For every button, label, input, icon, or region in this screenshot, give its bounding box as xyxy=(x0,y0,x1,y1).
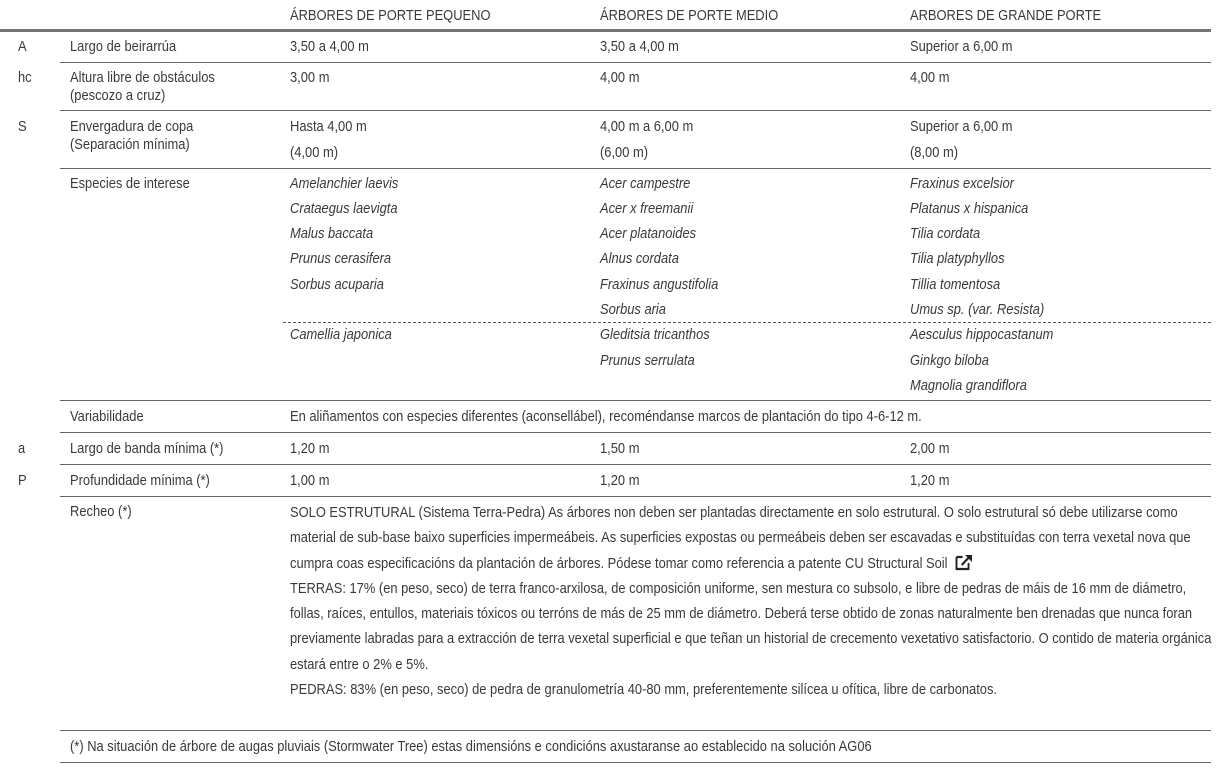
code-P: P xyxy=(18,472,27,489)
recheo-solo: SOLO ESTRUTURAL (Sistema Terra-Pedra) As árbores non deben ser plantadas directamente en solo estrutural. O solo estrutural só debe utilizarse como material de sub-base baixo superficies impermeábeis. As superficies expostas ou permeábeis deben ser escavadas e substituídas con terra vexetal nova que cumpra coas especificacións da plantación de árbores. Pódese tomar como referencia a patente CU Structural Soil xyxy=(290,504,1191,572)
label-envergadura-1: Envergadura de copa xyxy=(70,118,194,135)
row-divider xyxy=(60,432,1211,433)
species-item: Ginkgo biloba xyxy=(910,352,989,369)
header-rule xyxy=(0,29,1211,32)
banda-large: 2,00 m xyxy=(910,440,950,457)
envergadura-large-1: Superior a 6,00 m xyxy=(910,118,1013,135)
row-divider xyxy=(60,496,1211,497)
recheo-terras: TERRAS: 17% (en peso, seco) de terra franco-arxilosa, de composición uniforme, sen mestura co subsolo, e libre de pedras de máis de 16 mm de diámetro, follas, raíces, entullos, materiais tóxicos ou terróns de más de 25 mm de diámetro. Deberá terse obtido de zonas naturalmente ben drenadas que nunca foran previamente labradas para a extracción de terra vexetal superficial e que teñan un historial de crecemento vexetativo satisfactorio. O contido de materia orgánica estará entre o 2% e 5%. xyxy=(290,579,1212,673)
label-altura-1: Altura libre de obstáculos xyxy=(70,69,215,86)
species-item: Aesculus hippocastanum xyxy=(910,326,1054,343)
species-item: Prunus cerasifera xyxy=(290,250,392,267)
code-S: S xyxy=(18,118,27,135)
species-item: Sorbus acuparia xyxy=(290,276,384,293)
species-item: Tillia tomentosa xyxy=(910,276,1001,293)
label-especies: Especies de interese xyxy=(70,175,190,192)
label-recheo: Recheo (*) xyxy=(70,503,132,520)
largo-large: Superior a 6,00 m xyxy=(910,38,1013,55)
altura-medium: 4,00 m xyxy=(600,69,640,86)
species-item: Sorbus aria xyxy=(600,301,666,318)
profundidade-medium: 1,20 m xyxy=(600,472,640,489)
external-link-icon[interactable] xyxy=(954,553,973,571)
banda-small: 1,20 m xyxy=(290,440,330,457)
code-A: A xyxy=(18,38,27,55)
profundidade-large: 1,20 m xyxy=(910,472,950,489)
species-item: Umus sp. (var. Resista) xyxy=(910,301,1045,318)
code-a: a xyxy=(18,440,26,457)
altura-large: 4,00 m xyxy=(910,69,950,86)
profundidade-small: 1,00 m xyxy=(290,472,330,489)
species-item: Platanus x hispanica xyxy=(910,200,1029,217)
largo-small: 3,50 a 4,00 m xyxy=(290,38,369,55)
variabilidade-text: En aliñamentos con especies diferentes (aconsellábel), recoméndanse marcos de plantación do tipo 4-6-12 m. xyxy=(290,408,922,425)
largo-medium: 3,50 a 4,00 m xyxy=(600,38,679,55)
envergadura-small-2: (4,00 m) xyxy=(290,144,339,161)
row-divider xyxy=(60,730,1211,731)
species-item: Acer campestre xyxy=(600,175,691,192)
species-item: Acer x freemanii xyxy=(600,200,694,217)
header-large: ARBORES DE GRANDE PORTE xyxy=(910,7,1102,24)
species-item: Amelanchier laevis xyxy=(290,175,399,192)
species-item: Tilia cordata xyxy=(910,225,981,242)
species-separator xyxy=(283,322,1211,323)
species-item: Fraxinus angustifolia xyxy=(600,276,719,293)
label-profundidade: Profundidade mínima (*) xyxy=(70,472,210,489)
header-small: ÁRBORES DE PORTE PEQUENO xyxy=(290,7,491,24)
header-medium: ÁRBORES DE PORTE MEDIO xyxy=(600,7,779,24)
envergadura-small-1: Hasta 4,00 m xyxy=(290,118,367,135)
bottom-rule xyxy=(60,762,1211,763)
row-divider xyxy=(60,168,1211,169)
row-divider xyxy=(60,400,1211,401)
label-variabilidade: Variabilidade xyxy=(70,408,144,425)
species-item: Fraxinus excelsior xyxy=(910,175,1014,192)
label-banda: Largo de banda mínima (*) xyxy=(70,440,224,457)
species-item: Tilia platyphyllos xyxy=(910,250,1005,267)
banda-medium: 1,50 m xyxy=(600,440,640,457)
species-item: Alnus cordata xyxy=(600,250,679,267)
altura-small: 3,00 m xyxy=(290,69,330,86)
species-item: Crataegus laevigta xyxy=(290,200,398,217)
envergadura-large-2: (8,00 m) xyxy=(910,144,959,161)
envergadura-medium-1: 4,00 m a 6,00 m xyxy=(600,118,694,135)
row-divider xyxy=(60,464,1211,465)
envergadura-medium-2: (6,00 m) xyxy=(600,144,649,161)
recheo-text xyxy=(290,500,1214,702)
code-hc: hc xyxy=(18,69,32,86)
species-item: Gleditsia tricanthos xyxy=(600,326,710,343)
row-divider xyxy=(60,62,1211,63)
species-item: Camellia japonica xyxy=(290,326,392,343)
label-envergadura-2: (Separación mínima) xyxy=(70,136,190,153)
species-item: Magnolia grandiflora xyxy=(910,377,1027,394)
label-largo: Largo de beirarrúa xyxy=(70,38,177,55)
label-altura-2: (pescozo a cruz) xyxy=(70,87,166,104)
species-item: Malus baccata xyxy=(290,225,374,242)
species-item: Prunus serrulata xyxy=(600,352,695,369)
recheo-pedras: PEDRAS: 83% (en peso, seco) de pedra de granulometría 40-80 mm, preferentemente silícea u ofítica, libre de carbonatos. xyxy=(290,681,998,699)
species-item: Acer platanoides xyxy=(600,225,697,242)
footnote: (*) Na situación de árbore de augas pluviais (Stormwater Tree) estas dimensións e condicións axustaranse ao establecido na solución AG06 xyxy=(70,738,872,755)
row-divider xyxy=(60,110,1211,111)
